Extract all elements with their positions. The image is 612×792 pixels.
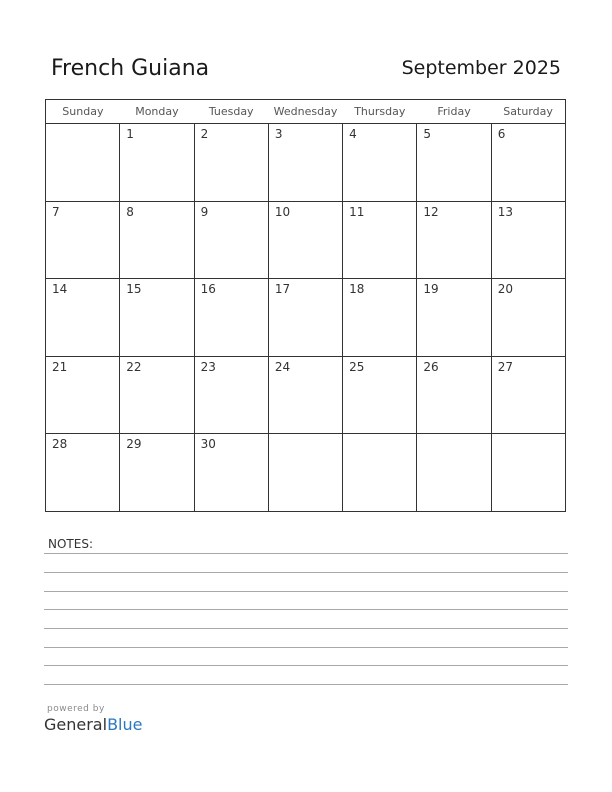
day-cell xyxy=(343,279,417,357)
weekday-wednesday: Wednesday xyxy=(268,100,342,124)
day-number: 12 xyxy=(423,204,439,219)
day-number: 29 xyxy=(126,437,142,452)
notes-line xyxy=(44,665,568,666)
notes-line xyxy=(44,684,568,685)
day-number: 23 xyxy=(200,359,216,374)
notes-line xyxy=(44,591,568,592)
day-number: 25 xyxy=(349,359,365,374)
day-cell xyxy=(343,356,417,434)
brand-name-blue: Blue xyxy=(107,715,143,734)
day-number: 24 xyxy=(274,359,291,374)
day-cell xyxy=(268,279,342,357)
day-cell xyxy=(417,434,491,512)
day-number: 3 xyxy=(274,127,283,141)
day-number xyxy=(46,124,119,127)
day-number: 7 xyxy=(52,204,60,219)
day-number: 10 xyxy=(274,204,291,219)
day-cell xyxy=(46,201,120,279)
day-number xyxy=(269,434,342,437)
powered-by-text: powered by xyxy=(47,704,105,714)
day-number: 1 xyxy=(126,127,134,141)
week-row-2 xyxy=(46,201,566,279)
brand-name-general: General xyxy=(44,715,108,734)
day-number: 19 xyxy=(423,282,439,297)
week-row-3 xyxy=(46,279,566,357)
brand-name xyxy=(44,715,142,734)
day-cell xyxy=(343,124,417,202)
week-row-4 xyxy=(46,356,566,434)
day-cell xyxy=(120,124,194,202)
day-cell xyxy=(194,279,268,357)
notes-label: NOTES: xyxy=(48,537,93,551)
day-cell xyxy=(491,124,565,202)
day-number: 13 xyxy=(497,204,513,219)
weekday-thursday: Thursday xyxy=(343,100,417,124)
day-cell xyxy=(343,434,417,512)
calendar-month-title: September 2025 xyxy=(401,57,561,79)
day-number: 27 xyxy=(497,359,513,374)
day-number: 26 xyxy=(423,359,439,374)
day-cell xyxy=(46,434,120,512)
day-number xyxy=(343,434,416,437)
day-number: 14 xyxy=(52,282,68,297)
day-number: 6 xyxy=(497,127,506,141)
day-cell xyxy=(120,201,194,279)
day-cell xyxy=(491,279,565,357)
day-cell xyxy=(120,356,194,434)
weekday-header-row xyxy=(46,100,566,124)
notes-line xyxy=(44,553,568,554)
day-number: 28 xyxy=(52,437,68,452)
day-cell xyxy=(417,124,491,202)
day-cell xyxy=(491,201,565,279)
notes-line xyxy=(44,628,568,629)
day-number: 30 xyxy=(200,437,216,452)
day-cell xyxy=(268,201,342,279)
day-number: 11 xyxy=(349,204,365,219)
day-cell xyxy=(194,124,268,202)
day-cell xyxy=(194,201,268,279)
notes-line xyxy=(44,572,568,573)
day-cell xyxy=(120,279,194,357)
day-cell xyxy=(194,434,268,512)
notes-line xyxy=(44,647,568,648)
day-cell xyxy=(268,124,342,202)
day-cell xyxy=(46,279,120,357)
notes-line xyxy=(44,609,568,610)
day-number: 4 xyxy=(349,127,357,141)
day-number: 2 xyxy=(200,127,209,141)
calendar-country-title: French Guiana xyxy=(51,56,210,81)
day-number: 17 xyxy=(274,282,291,297)
day-cell xyxy=(268,356,342,434)
day-number: 9 xyxy=(200,204,209,219)
day-cell xyxy=(491,434,565,512)
day-cell xyxy=(268,434,342,512)
day-number: 5 xyxy=(423,127,432,141)
day-number: 8 xyxy=(126,204,134,219)
day-cell xyxy=(417,201,491,279)
day-cell xyxy=(417,279,491,357)
weekday-monday: Monday xyxy=(120,100,194,124)
day-cell xyxy=(120,434,194,512)
day-cell xyxy=(417,356,491,434)
day-number xyxy=(417,434,490,437)
weekday-sunday: Sunday xyxy=(46,100,120,124)
week-row-1 xyxy=(46,124,566,202)
weekday-friday: Friday xyxy=(417,100,491,124)
day-number: 21 xyxy=(52,359,68,374)
day-cell xyxy=(491,356,565,434)
day-number: 20 xyxy=(497,282,513,297)
generalblue-logo xyxy=(44,704,142,734)
day-number: 15 xyxy=(126,282,142,297)
day-cell xyxy=(343,201,417,279)
week-row-5 xyxy=(46,434,566,512)
day-number xyxy=(492,434,565,437)
day-cell xyxy=(46,356,120,434)
month-calendar-grid xyxy=(45,99,566,512)
weekday-saturday: Saturday xyxy=(491,100,565,124)
day-cell xyxy=(46,124,120,202)
weekday-tuesday: Tuesday xyxy=(194,100,268,124)
day-cell xyxy=(194,356,268,434)
day-number: 22 xyxy=(126,359,142,374)
day-number: 18 xyxy=(349,282,365,297)
day-number: 16 xyxy=(200,282,216,297)
